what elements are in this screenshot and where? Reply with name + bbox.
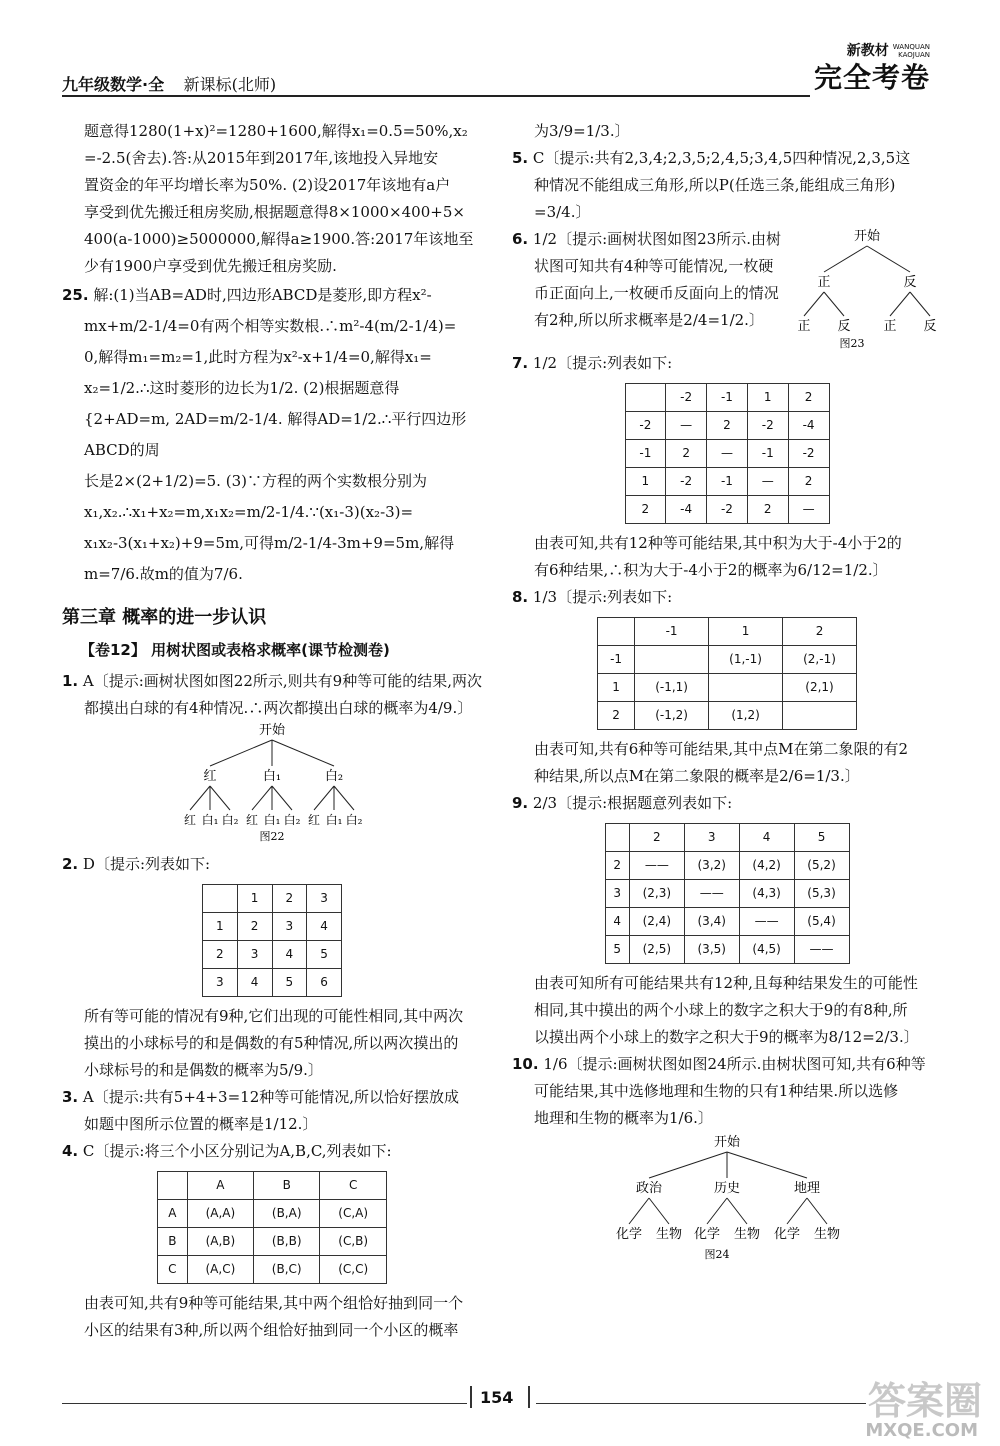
- right-column: [512, 118, 942, 1271]
- table-cell: —: [788, 496, 829, 524]
- chapter-title: 第三章 概率的进一步认识: [62, 607, 267, 628]
- q2-line-b: 所有等可能的情况有9种,它们出现的可能性相同,其中两次: [84, 1007, 464, 1025]
- q10-line-c: 地理和生物的概率为1/6.〕: [534, 1109, 713, 1127]
- table-cell: (2,-1): [783, 646, 857, 674]
- q1-line-b: 都摸出白球的有4种情况.∴两次都摸出白球的概率为4/9.〕: [84, 699, 473, 717]
- footer-bar-left: [470, 1386, 472, 1408]
- fig22-l2-8: 白₂: [345, 813, 363, 827]
- table-cell: (B,B): [254, 1228, 320, 1256]
- table-cell: (3,2): [684, 852, 739, 880]
- table-cell: (3,4): [684, 908, 739, 936]
- q8-line-b: 由表可知,共有6种等可能结果,其中点M在第二象限的有2: [534, 740, 908, 758]
- table-cell: ——: [794, 936, 849, 964]
- fig24-caption: 图24: [704, 1248, 730, 1261]
- q25-line-e: {2+AD=m, 2AD=m/2-1/4. 解得AD=1/2.∴平行四边形ABCD的周: [84, 410, 467, 459]
- q5-line-b: 种情况不能组成三角形,所以P(任选三条,能组成三角形): [534, 176, 896, 194]
- q4-number: 4.: [62, 1142, 79, 1160]
- q3-number: 3.: [62, 1088, 79, 1106]
- q8-line-a: 1/3〔提示:列表如下:: [532, 588, 673, 606]
- table-cell: -2: [625, 412, 666, 440]
- table-cell: 2: [629, 824, 684, 852]
- q25-line-h: x₁x₂-3(x₁+x₂)+9=5m,可得m/2-1/4-3m+9=5m,解得: [84, 534, 455, 552]
- table-cell: 5: [307, 941, 342, 969]
- table-cell: -2: [788, 440, 829, 468]
- q2-table: [202, 884, 342, 997]
- table-cell: (2,4): [629, 908, 684, 936]
- q3-line-a: A〔提示:共有5+4+3=12种等可能情况,所以恰好摆放成: [82, 1088, 460, 1106]
- q7-line-b: 由表可知,共有12种等可能结果,其中积为大于-4小于2的: [534, 534, 902, 552]
- table-cell: 2: [272, 885, 307, 913]
- q7-number: 7.: [512, 354, 529, 372]
- header-rule: [62, 95, 810, 97]
- q9-line-b: 由表可知所有可能结果共有12种,且每种结果发生的可能性: [534, 974, 918, 992]
- q9-line-d: 以摸出两个小球上的数字之积大于9的概率为8/12=2/3.〕: [534, 1028, 919, 1046]
- table-cell: —: [707, 440, 748, 468]
- q25-line-d: x₂=1/2.∴这时菱形的边长为1/2. (2)根据题意得: [84, 379, 400, 397]
- q6-line-a: 1/2〔提示:画树状图如图23所示.由树: [532, 230, 781, 248]
- table-cell: (5,4): [794, 908, 849, 936]
- fig23-l1-1: 反: [903, 275, 917, 290]
- book-name: 九年级数学·全: [62, 75, 165, 94]
- table-cell: (A,A): [187, 1200, 253, 1228]
- q24-line-c: 置资金的年平均增长率为50%. (2)设2017年该地有a户: [84, 176, 451, 194]
- fig23-l2-1: 反: [837, 319, 851, 334]
- fig22-l1-0: 红: [203, 769, 217, 784]
- q4-continued: 为3/9=1/3.〕: [534, 122, 630, 140]
- table-cell: [203, 885, 238, 913]
- q10-line-a: 1/6〔提示:画树状图如图24所示.由树状图可知,共有6种等: [543, 1055, 926, 1073]
- table-cell: -1: [635, 618, 709, 646]
- fig22-l2-3: 红: [245, 813, 259, 827]
- table-cell: 6: [307, 969, 342, 997]
- footer-rule-right: [536, 1403, 866, 1404]
- fig23-l2-2: 正: [883, 319, 897, 334]
- q2-line-a: D〔提示:列表如下:: [82, 855, 211, 873]
- table-cell: (2,1): [783, 674, 857, 702]
- table-cell: 3: [203, 969, 238, 997]
- table-cell: 3: [237, 941, 272, 969]
- table-cell: 1: [625, 468, 666, 496]
- table-cell: ——: [684, 880, 739, 908]
- table-cell: 2: [598, 702, 635, 730]
- tree-diagram-fig23: [792, 226, 942, 350]
- table-cell: 2: [605, 852, 629, 880]
- brand-big: 完全考卷: [813, 61, 930, 94]
- q24-line-d: 享受到优先搬迁租房奖励,根据题意得8×1000×400+5×: [84, 203, 465, 221]
- table-cell: -2: [666, 384, 707, 412]
- table-cell: 3: [272, 913, 307, 941]
- table-cell: [625, 384, 666, 412]
- q5-number: 5.: [512, 149, 529, 167]
- q25-line-c: 0,解得m₁=m₂=1,此时方程为x²-x+1/4=0,解得x₁=: [84, 348, 432, 366]
- fig22-l2-6: 红: [307, 813, 321, 827]
- q6-line-c: 币正面向上,一枚硬币反面向上的情况: [534, 284, 779, 302]
- q8-number: 8.: [512, 588, 529, 606]
- fig24-l2-4: 化学: [773, 1227, 801, 1242]
- table-cell: 2: [783, 618, 857, 646]
- q7-line-a: 1/2〔提示:列表如下:: [532, 354, 673, 372]
- tree-diagram-fig22: [62, 722, 482, 842]
- q2-line-d: 小球标号的和是偶数的概率为5/9.〕: [84, 1061, 323, 1079]
- table-cell: (B,A): [254, 1200, 320, 1228]
- fig22-root: 开始: [258, 723, 286, 738]
- table-cell: 4: [307, 913, 342, 941]
- q10-line-b: 可能结果,其中选修地理和生物的只有1种结果.所以选修: [534, 1082, 899, 1100]
- q2-line-c: 摸出的小球标号的和是偶数的有5种情况,所以两次摸出的: [84, 1034, 459, 1052]
- table-cell: (3,5): [684, 936, 739, 964]
- fig23-root: 开始: [853, 229, 881, 244]
- table-cell: 2: [203, 941, 238, 969]
- brand-logo: [814, 40, 930, 96]
- fig23-caption: 图23: [839, 337, 865, 350]
- table-cell: 1: [203, 913, 238, 941]
- footer-rule-left: [62, 1403, 467, 1404]
- page-number: 154: [480, 1388, 514, 1407]
- q8-table: [597, 617, 857, 730]
- q7-line-c: 有6种结果,∴积为大于-4小于2的概率为6/12=1/2.〕: [534, 561, 888, 579]
- table-cell: 1: [598, 674, 635, 702]
- tree-diagram-fig24: [512, 1132, 942, 1262]
- fig22-l2-7: 白₁: [325, 813, 343, 827]
- footer-bar-right: [528, 1386, 530, 1408]
- fig23-l1-0: 正: [817, 275, 831, 290]
- fig22-l2-5: 白₂: [283, 813, 301, 827]
- table-cell: [709, 674, 783, 702]
- table-cell: 2: [788, 384, 829, 412]
- q24-line-a: 题意得1280(1+x)²=1280+1600,解得x₁=0.5=50%,x₂: [84, 122, 468, 140]
- table-cell: 2: [666, 440, 707, 468]
- q5-line-c: =3/4.〕: [534, 203, 591, 221]
- q4-line-b: 由表可知,共有9种等可能结果,其中两个组恰好抽到同一个: [84, 1294, 464, 1312]
- table-cell: ——: [739, 908, 794, 936]
- table-cell: (C,C): [320, 1256, 387, 1284]
- q2-number: 2.: [62, 855, 79, 873]
- table-cell: ——: [629, 852, 684, 880]
- table-cell: 1: [237, 885, 272, 913]
- table-cell: 4: [605, 908, 629, 936]
- table-cell: [605, 824, 629, 852]
- q5-line-a: C〔提示:共有2,3,4;2,3,5;2,4,5;3,4,5四种情况,2,3,5这: [532, 149, 911, 167]
- table-cell: (4,2): [739, 852, 794, 880]
- fig23-l2-0: 正: [797, 319, 811, 334]
- fig24-l1-2: 地理: [793, 1181, 821, 1196]
- table-cell: -1: [625, 440, 666, 468]
- book-title: [62, 72, 276, 95]
- q6-line-d: 有2种,所以所求概率是2/4=1/2.〕: [534, 311, 764, 329]
- brand-small: 新教材: [846, 43, 889, 59]
- table-cell: 1: [747, 384, 788, 412]
- fig22-caption: 图22: [259, 830, 285, 842]
- table-cell: (2,3): [629, 880, 684, 908]
- q9-line-a: 2/3〔提示:根据题意列表如下:: [532, 794, 733, 812]
- table-cell: (A,C): [187, 1256, 253, 1284]
- q9-number: 9.: [512, 794, 529, 812]
- q10-number: 10.: [512, 1055, 539, 1073]
- question-6: [512, 226, 942, 350]
- q25-line-f: 长是2×(2+1/2)=5. (3)∵方程的两个实数根分别为: [84, 472, 427, 490]
- fig24-l1-0: 政治: [635, 1181, 663, 1196]
- table-cell: 2: [747, 496, 788, 524]
- table-cell: (4,5): [739, 936, 794, 964]
- table-cell: -1: [707, 384, 748, 412]
- q24-line-e: 400(a-1000)≥5000000,解得a≥1900.答:2017年该地至: [84, 230, 474, 248]
- table-cell: 4: [272, 941, 307, 969]
- section-title: 【卷12】 用树状图或表格求概率(课节检测卷): [80, 641, 390, 659]
- fig24-l2-0: 化学: [615, 1227, 643, 1242]
- brand-pinyin-2: KAOJUAN: [898, 50, 930, 59]
- table-cell: 5: [272, 969, 307, 997]
- watermark-logo: 答案圈: [867, 1379, 982, 1423]
- q4-line-a: C〔提示:将三个小区分别记为A,B,C,列表如下:: [82, 1142, 392, 1160]
- edition-label: 新课标(北师): [183, 75, 277, 94]
- q8-line-c: 种结果,所以点M在第二象限的概率是2/6=1/3.〕: [534, 767, 860, 785]
- q6-line-b: 状图可知共有4种等可能情况,一枚硬: [534, 257, 774, 275]
- q24-line-b: =-2.5(舍去).答:从2015年到2017年,该地投入异地安: [84, 149, 439, 167]
- table-cell: 3: [605, 880, 629, 908]
- table-cell: (B,C): [254, 1256, 320, 1284]
- fig22-l2-2: 白₂: [221, 813, 239, 827]
- table-cell: [635, 646, 709, 674]
- table-cell: B: [158, 1228, 188, 1256]
- q4-line-c: 小区的结果有3种,所以两个组恰好抽到同一个小区的概率: [84, 1321, 459, 1339]
- q25-line-i: m=7/6.故m的值为7/6.: [84, 565, 243, 583]
- table-cell: 2: [237, 913, 272, 941]
- q25-number: 25.: [62, 286, 89, 304]
- table-cell: -1: [747, 440, 788, 468]
- question-25: [62, 280, 482, 590]
- q25-line-b: mx+m/2-1/4=0有两个相等实数根.∴m²-4(m/2-1/4)=: [84, 317, 457, 335]
- q4-table: [157, 1171, 387, 1284]
- table-cell: —: [666, 412, 707, 440]
- table-cell: (1,2): [709, 702, 783, 730]
- table-cell: -2: [747, 412, 788, 440]
- q1-number: 1.: [62, 672, 79, 690]
- table-cell: 4: [739, 824, 794, 852]
- table-cell: —: [747, 468, 788, 496]
- q7-table: [625, 383, 830, 524]
- left-column: [62, 118, 482, 1344]
- table-cell: (2,5): [629, 936, 684, 964]
- table-cell: 5: [794, 824, 849, 852]
- q25-line-g: x₁,x₂.∴x₁+x₂=m,x₁x₂=m/2-1/4.∵(x₁-3)(x₂-3)=: [84, 503, 414, 521]
- table-cell: -1: [707, 468, 748, 496]
- table-cell: 3: [684, 824, 739, 852]
- fig23-l2-3: 反: [923, 319, 937, 334]
- q3-line-b: 如题中图所示位置的概率是1/12.〕: [84, 1115, 318, 1133]
- fig24-l1-1: 历史: [713, 1181, 741, 1196]
- watermark-url: MXQE.COM: [865, 1420, 978, 1441]
- table-cell: (4,3): [739, 880, 794, 908]
- fig22-l2-1: 白₁: [201, 813, 219, 827]
- fig22-l1-2: 白₂: [324, 769, 344, 784]
- table-cell: -4: [788, 412, 829, 440]
- table-cell: 2: [788, 468, 829, 496]
- q9-table: [605, 823, 850, 964]
- table-cell: C: [158, 1256, 188, 1284]
- table-cell: C: [320, 1172, 387, 1200]
- fig22-l1-1: 白₁: [262, 769, 282, 784]
- table-cell: -4: [666, 496, 707, 524]
- table-cell: 5: [605, 936, 629, 964]
- table-cell: 3: [307, 885, 342, 913]
- table-cell: (C,A): [320, 1200, 387, 1228]
- table-cell: A: [158, 1200, 188, 1228]
- fig22-l2-4: 白₁: [263, 813, 281, 827]
- table-cell: A: [187, 1172, 253, 1200]
- table-cell: [598, 618, 635, 646]
- fig24-l2-5: 生物: [813, 1227, 841, 1242]
- table-cell: (1,-1): [709, 646, 783, 674]
- table-cell: (5,3): [794, 880, 849, 908]
- table-cell: (C,B): [320, 1228, 387, 1256]
- fig24-l2-2: 化学: [693, 1227, 721, 1242]
- q6-number: 6.: [512, 230, 529, 248]
- table-cell: B: [254, 1172, 320, 1200]
- table-cell: 1: [709, 618, 783, 646]
- table-cell: -2: [707, 496, 748, 524]
- fig24-l2-3: 生物: [733, 1227, 761, 1242]
- q1-line-a: A〔提示:画树状图如图22所示,则共有9种等可能的结果,两次: [82, 672, 482, 690]
- fig22-l2-0: 红: [183, 813, 197, 827]
- q25-line-a: 解:(1)当AB=AD时,四边形ABCD是菱形,即方程x²-: [93, 286, 432, 304]
- table-cell: [783, 702, 857, 730]
- table-cell: 2: [625, 496, 666, 524]
- table-cell: (A,B): [187, 1228, 253, 1256]
- q24-line-f: 少有1900户享受到优先搬迁租房奖励.: [84, 257, 337, 275]
- table-cell: (-1,1): [635, 674, 709, 702]
- brand-pinyin-1: WANQUAN: [892, 42, 930, 51]
- q9-line-c: 相同,其中摸出的两个小球上的数字之积大于9的有8种,所: [534, 1001, 908, 1019]
- table-cell: -1: [598, 646, 635, 674]
- table-cell: (5,2): [794, 852, 849, 880]
- fig24-l2-1: 生物: [655, 1227, 683, 1242]
- table-cell: 2: [707, 412, 748, 440]
- table-cell: [158, 1172, 188, 1200]
- table-cell: -2: [666, 468, 707, 496]
- fig24-root: 开始: [713, 1135, 741, 1150]
- table-cell: (-1,2): [635, 702, 709, 730]
- table-cell: 4: [237, 969, 272, 997]
